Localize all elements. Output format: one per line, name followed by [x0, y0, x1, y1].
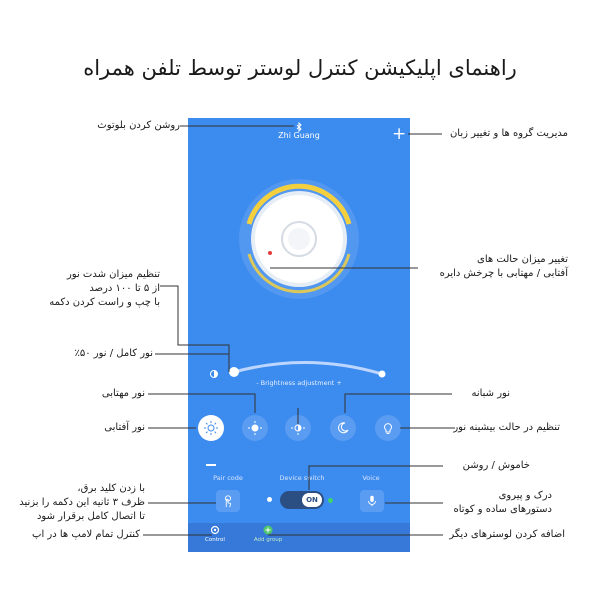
note-night: نور شبانه — [471, 388, 510, 399]
dial-indicator — [268, 251, 272, 255]
nav-control-label: Control — [205, 537, 225, 543]
add-plus-icon[interactable]: + — [392, 124, 407, 144]
device-switch-label: Device switch — [279, 474, 325, 482]
note-dial-line: آفتابی / مهتابی با چرخش دایره — [439, 268, 568, 279]
night-mode-button[interactable] — [330, 415, 356, 441]
half-sun-icon — [290, 420, 306, 436]
divider-mark — [206, 464, 216, 466]
voice-label: Voice — [362, 474, 380, 482]
brightness-max-icon[interactable] — [379, 371, 386, 378]
note-add-group: اضافه کردن لوسترهای دیگر — [449, 529, 565, 540]
note-onoff: خاموش / روشن — [462, 460, 530, 471]
nav-add-group[interactable] — [243, 525, 293, 543]
note-intensity-line: با چپ و راست کردن دکمه — [49, 297, 160, 308]
note-voice-line: درک و پیروی — [498, 490, 552, 501]
crescent-moon-icon — [335, 420, 351, 436]
sun-icon — [203, 420, 219, 436]
note-intensity — [49, 268, 160, 310]
microphone-icon — [365, 494, 379, 508]
app-name: Zhi Guang — [278, 131, 320, 140]
touch-icon — [221, 494, 235, 508]
note-group-lang: مدیریت گروه ها و تغییر زبان — [449, 128, 568, 139]
note-sun: نور آفتابی — [104, 422, 145, 433]
brightness-label: - Brightness adjustment + — [256, 379, 342, 387]
off-indicator — [267, 497, 272, 502]
pair-code-label: Pair code — [213, 474, 243, 482]
note-max-light: تنظیم در حالت بیشینه نور — [453, 422, 560, 433]
light-dial[interactable] — [236, 176, 362, 302]
note-bluetooth: روشن کردن بلوتوث — [97, 120, 180, 131]
note-intensity-line: تنظیم میزان شدت نور — [66, 269, 160, 280]
on-indicator — [328, 498, 333, 503]
note-voice — [454, 489, 552, 517]
note-full-light: نور کامل / نور ۵۰٪ — [74, 348, 153, 359]
nav-control[interactable] — [190, 525, 240, 543]
power-switch-state: ON — [302, 493, 322, 507]
note-pair-line: تا اتصال کامل برقرار شود — [36, 511, 145, 522]
pair-code-button[interactable] — [216, 490, 240, 512]
bulb-icon — [380, 420, 396, 436]
add-group-icon — [263, 525, 273, 535]
moonlight-icon — [247, 420, 263, 436]
note-dial-line: تغییر میزان حالت های — [477, 254, 568, 265]
sun-mode-button[interactable] — [198, 415, 224, 441]
note-moon: نور مهتابی — [101, 388, 145, 399]
note-pair — [19, 482, 145, 524]
power-switch[interactable] — [280, 491, 324, 509]
moon-mode-button[interactable] — [242, 415, 268, 441]
note-intensity-line: از ۵ تا ۱۰۰ درصد — [89, 283, 160, 294]
brightness-thumb[interactable] — [229, 367, 239, 377]
bottom-nav — [188, 523, 410, 552]
voice-button[interactable] — [360, 490, 384, 512]
page-title: راهنمای اپلیکیشن کنترل لوستر توسط تلفن همراه — [83, 56, 517, 80]
note-voice-line: دستورهای ساده و کوتاه — [453, 504, 552, 515]
note-dial — [440, 253, 568, 281]
phone-screen — [188, 118, 410, 552]
nav-add-group-label: Add group — [253, 537, 283, 543]
control-gear-icon — [210, 525, 220, 535]
note-control-all: کنترل تمام لامپ ها در اپ — [32, 529, 140, 540]
note-pair-line: ظرف ۳ ثانیه این دکمه را بزنید — [19, 497, 145, 508]
note-pair-line: با زدن کلید برق، — [77, 483, 145, 494]
max-light-button[interactable] — [375, 415, 401, 441]
neutral-mode-button[interactable] — [285, 415, 311, 441]
